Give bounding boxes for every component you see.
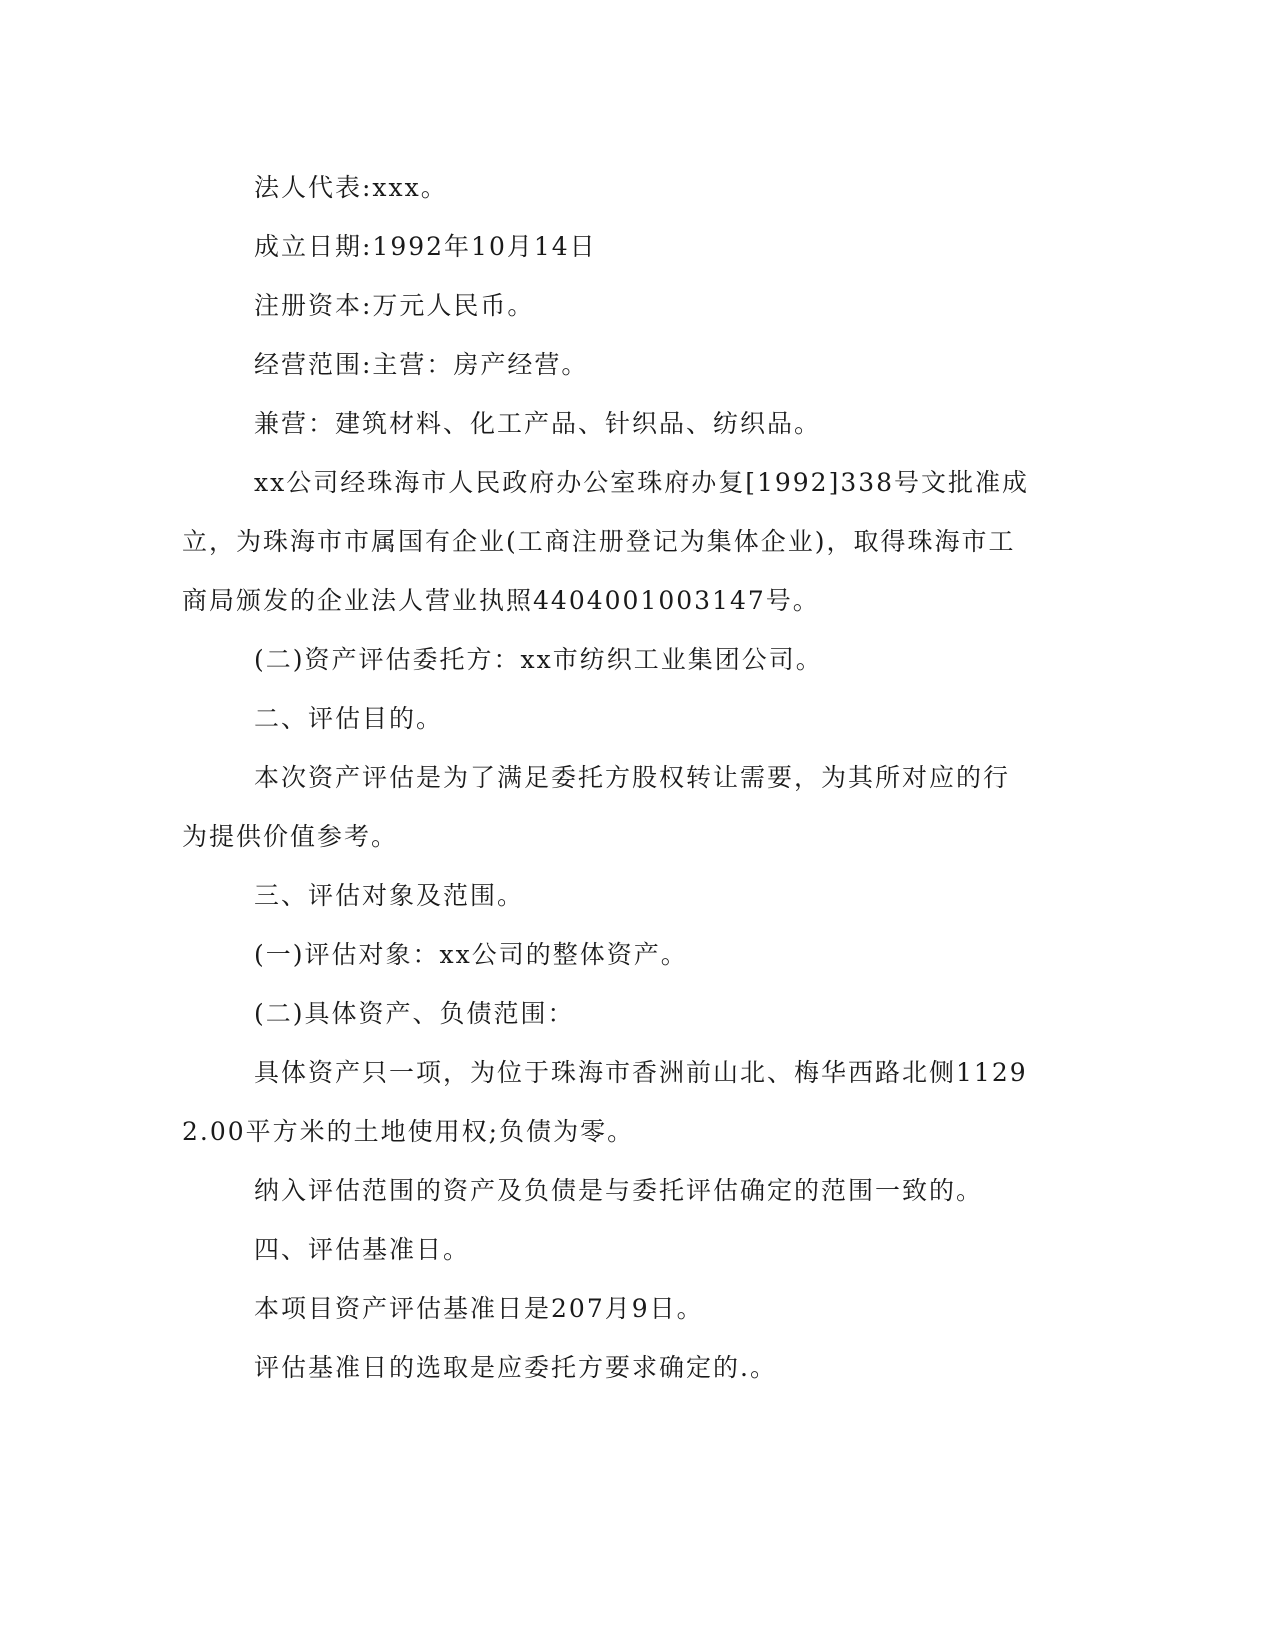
document-body	[182, 158, 1032, 1397]
heading-base-date: 四、评估基准日。	[254, 1235, 471, 1264]
paragraph-purpose: 本次资产评估是为了满足委托方股权转让需要，为其所对应的行为提供价值参考。	[182, 763, 1011, 851]
paragraph-base-date-selection: 评估基准日的选取是应委托方要求确定的.。	[254, 1353, 777, 1382]
paragraph-scope-consistency: 纳入评估范围的资产及负债是与委托评估确定的范围一致的。	[254, 1176, 984, 1205]
paragraph-object: (一)评估对象：xx公司的整体资产。	[254, 940, 688, 969]
paragraph-legal-representative: 法人代表:xxx。	[254, 173, 448, 202]
paragraph-asset-detail: 具体资产只一项，为位于珠海市香洲前山北、梅华西路北侧11292.00平方米的土地使用权;负债为零。	[182, 1058, 1028, 1146]
paragraph-registered-capital: 注册资本:万元人民币。	[254, 291, 535, 320]
paragraph-main-business: 经营范围:主营：房产经营。	[254, 350, 589, 379]
heading-scope: 三、评估对象及范围。	[254, 881, 525, 910]
paragraph-asset-scope-heading: (二)具体资产、负债范围：	[254, 999, 575, 1028]
heading-purpose: 二、评估目的。	[254, 704, 444, 733]
paragraph-client: (二)资产评估委托方：xx市纺织工业集团公司。	[254, 645, 823, 674]
paragraph-secondary-business: 兼营：建筑材料、化工产品、针织品、纺织品。	[254, 409, 822, 438]
paragraph-company-approval: xx公司经珠海市人民政府办公室珠府办复[1992]338号文批准成立，为珠海市市属国有企业(工商注册登记为集体企业)，取得珠海市工商局颁发的企业法人营业执照4404001003147号。	[182, 468, 1030, 615]
paragraph-base-date: 本项目资产评估基准日是207月9日。	[254, 1294, 704, 1323]
paragraph-establishment-date: 成立日期:1992年10月14日	[254, 232, 597, 261]
